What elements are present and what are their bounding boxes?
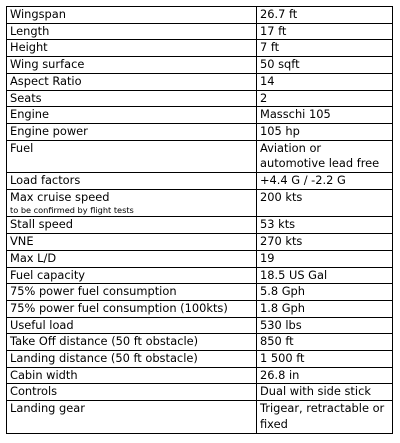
spec-label: Fuel capacity — [10, 267, 86, 282]
table-row — [7, 40, 393, 57]
spec-label-cell — [7, 123, 257, 140]
spec-value: 270 kts — [260, 234, 303, 249]
table-row — [7, 7, 393, 24]
spec-label-cell — [7, 57, 257, 74]
spec-value: Aviation or automotive lead free — [260, 140, 380, 171]
spec-label: Fuel — [10, 140, 34, 155]
spec-value-cell — [257, 23, 393, 40]
spec-value-cell — [257, 234, 393, 251]
table-row — [7, 284, 393, 301]
spec-label: Controls — [10, 384, 58, 399]
table-row — [7, 351, 393, 368]
spec-value-cell — [257, 123, 393, 140]
spec-value-cell — [257, 250, 393, 267]
spec-value: +4.4 G / -2.2 G — [260, 173, 346, 188]
spec-value: Trigear, retractable or fixed — [260, 401, 385, 431]
table-row — [7, 334, 393, 351]
table-row — [7, 140, 393, 172]
spec-label: VNE — [10, 234, 34, 249]
spec-label: Length — [10, 23, 50, 38]
spec-value-cell — [257, 90, 393, 107]
table-row — [7, 57, 393, 74]
spec-label-cell — [7, 401, 257, 433]
spec-value: 26.7 ft — [260, 7, 298, 21]
spec-label-cell — [7, 90, 257, 107]
spec-value-cell — [257, 40, 393, 57]
spec-value-cell — [257, 367, 393, 384]
spec-value-cell — [257, 317, 393, 334]
spec-label: Load factors — [10, 173, 81, 188]
spec-value-cell — [257, 351, 393, 368]
spec-label: Wingspan — [10, 7, 66, 21]
spec-label-cell — [7, 234, 257, 251]
spec-value: 1.8 Gph — [260, 300, 306, 315]
table-row — [7, 367, 393, 384]
table-row — [7, 217, 393, 234]
spec-label-cell — [7, 40, 257, 57]
spec-label-cell — [7, 267, 257, 284]
spec-value: Dual with side stick — [260, 384, 371, 399]
spec-value-cell — [257, 401, 393, 433]
spec-value: 530 lbs — [260, 317, 302, 332]
spec-label-cell — [7, 300, 257, 317]
table-row — [7, 173, 393, 190]
table-row — [7, 234, 393, 251]
table-row — [7, 384, 393, 401]
spec-label: Landing distance (50 ft obstacle) — [10, 351, 198, 366]
table-row — [7, 90, 393, 107]
spec-value-cell — [257, 384, 393, 401]
spec-value: 1 500 ft — [260, 351, 305, 366]
spec-label: Max L/D — [10, 250, 57, 265]
spec-label: Take Off distance (50 ft obstacle) — [10, 334, 199, 349]
spec-label-cell — [7, 217, 257, 234]
spec-value-cell — [257, 73, 393, 90]
table-row — [7, 401, 393, 433]
spec-value: 18.5 US Gal — [260, 267, 328, 282]
spec-value-cell — [257, 140, 393, 172]
spec-value-cell — [257, 267, 393, 284]
spec-label-cell — [7, 351, 257, 368]
spec-label-cell — [7, 334, 257, 351]
spec-label: Wing surface — [10, 57, 85, 72]
spec-label: Aspect Ratio — [10, 73, 82, 88]
spec-value: 5.8 Gph — [260, 284, 306, 299]
specifications-table — [6, 6, 393, 434]
specifications-table-body — [7, 7, 393, 434]
spec-label-cell — [7, 317, 257, 334]
spec-value-cell — [257, 7, 393, 24]
table-row — [7, 73, 393, 90]
spec-value: 7 ft — [260, 40, 280, 55]
spec-label-cell — [7, 73, 257, 90]
spec-value-cell — [257, 284, 393, 301]
spec-value: 50 sqft — [260, 57, 300, 72]
spec-value: 17 ft — [260, 23, 287, 38]
spec-label: Cabin width — [10, 367, 78, 382]
table-row — [7, 250, 393, 267]
spec-label-cell — [7, 384, 257, 401]
spec-label-cell — [7, 284, 257, 301]
spec-value-cell — [257, 173, 393, 190]
table-row — [7, 23, 393, 40]
spec-value-cell — [257, 300, 393, 317]
spec-value-cell — [257, 107, 393, 124]
table-row — [7, 189, 393, 217]
spec-label-cell — [7, 140, 257, 172]
spec-label: Seats — [10, 90, 42, 105]
spec-label: Landing gear — [10, 401, 85, 416]
spec-value: 200 kts — [260, 189, 303, 204]
spec-value: 850 ft — [260, 334, 294, 349]
spec-value-cell — [257, 334, 393, 351]
spec-label: 75% power fuel consumption — [10, 284, 177, 299]
spec-value: 26.8 in — [260, 367, 300, 382]
spec-label-cell — [7, 189, 257, 217]
table-row — [7, 123, 393, 140]
spec-note: to be confirmed by flight tests — [10, 205, 134, 216]
table-row — [7, 107, 393, 124]
spec-label: Max cruise speed — [10, 189, 110, 204]
spec-label-cell — [7, 250, 257, 267]
spec-value: 105 hp — [260, 123, 300, 138]
spec-label-cell — [7, 23, 257, 40]
spec-label: Height — [10, 40, 48, 55]
table-row — [7, 317, 393, 334]
spec-label-cell — [7, 7, 257, 24]
table-row — [7, 300, 393, 317]
spec-value-cell — [257, 57, 393, 74]
spec-label: Engine — [10, 107, 50, 122]
spec-value: 14 — [260, 73, 275, 88]
spec-label-cell — [7, 173, 257, 190]
spec-label-cell — [7, 367, 257, 384]
spec-label: Useful load — [10, 317, 74, 332]
spec-value: 53 kts — [260, 217, 296, 232]
spec-label: 75% power fuel consumption (100kts) — [10, 300, 228, 315]
spec-label-cell — [7, 107, 257, 124]
spec-value: 2 — [260, 90, 268, 105]
spec-label: Engine power — [10, 123, 88, 138]
table-row — [7, 267, 393, 284]
spec-value-cell — [257, 189, 393, 217]
spec-value-cell — [257, 217, 393, 234]
spec-label: Stall speed — [10, 217, 74, 232]
spec-value: Masschi 105 — [260, 107, 331, 122]
spec-value: 19 — [260, 250, 275, 265]
